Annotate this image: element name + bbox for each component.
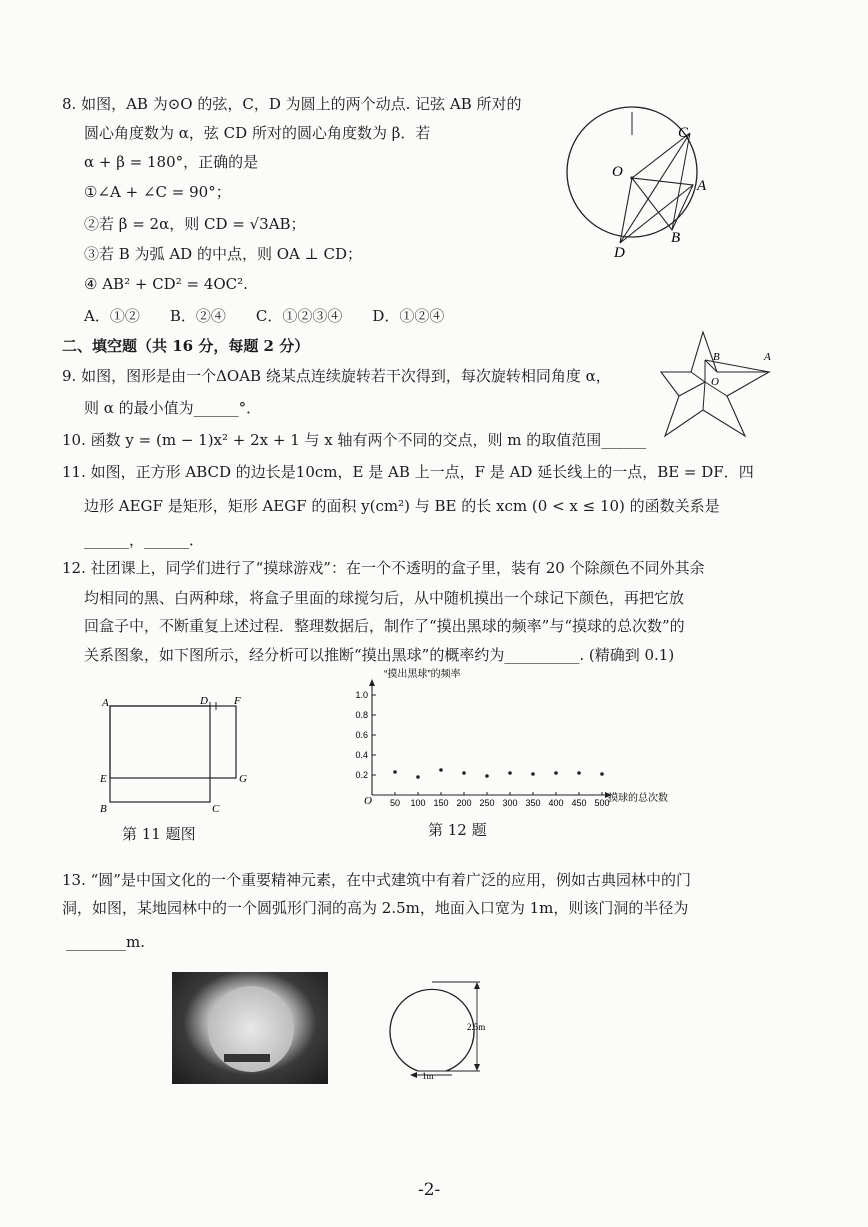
- q10-text: 10. 函数 y = (m − 1)x² + 2x + 1 与 x 轴有两个不同的交点，则 m 的取值范围______: [62, 431, 647, 449]
- q11-rectangle-figure: [98, 690, 258, 820]
- q9-line2: 则 α 的最小值为______°．: [84, 399, 262, 417]
- q12-line4: 关系图象，如下图所示，经分析可以推断“摸出黑球”的概率约为__________. (精确到 0.1): [84, 646, 675, 664]
- q8-label-B: B: [671, 230, 681, 246]
- q8-label-A: A: [697, 178, 707, 194]
- data-point: [508, 771, 512, 775]
- y-tick-label: 0.8: [355, 710, 368, 720]
- y-axis-arrow: [369, 679, 375, 686]
- y-tick-label: 1.0: [355, 690, 368, 700]
- q13-line2: 洞，如图，某地园林中的一个圆弧形门洞的高为 2.5m，地面入口宽为 1m，则该门洞的半径为: [62, 899, 689, 917]
- q8-line1: 8. 如图，AB 为⊙O 的弦，C，D 为圆上的两个动点. 记弦 AB 所对的: [62, 95, 522, 113]
- y-tick-label: 0.6: [355, 730, 368, 740]
- q13-line1: 13. “圆”是中国文化的一个重要精神元素，在中式建筑中有着广泛的应用，例如古典园林中的门: [62, 871, 691, 889]
- x-tick-label: 150: [433, 798, 449, 808]
- y-axis-label: “摸出黑球”的频率: [384, 669, 461, 680]
- data-point: [577, 771, 581, 775]
- q13-height-label: 2.5m: [467, 1022, 486, 1032]
- q11-line1: 11. 如图，正方形 ABCD 的边长是10cm，E 是 AB 上一点，F 是 AD 延长线上的一点，BE = DF．四: [62, 463, 754, 481]
- page-number: -2-: [418, 1180, 441, 1200]
- x-tick-label: 250: [479, 798, 495, 808]
- q8-option-1: ①∠A + ∠C = 90°；: [84, 183, 231, 201]
- data-point: [439, 768, 443, 772]
- data-point: [531, 772, 535, 776]
- q9-star-figure: [665, 330, 775, 438]
- moon-gate-photo: [172, 972, 328, 1084]
- section-heading: 二、填空题（共 16 分，每题 2 分）: [62, 337, 310, 355]
- q13-width-label: 1m: [422, 1071, 434, 1081]
- q8-option-4: ④ AB² + CD² = 4OC².: [84, 275, 248, 293]
- q8-label-D: D: [614, 245, 625, 261]
- x-tick-label: 500: [594, 798, 610, 808]
- x-tick-label: 350: [525, 798, 541, 808]
- data-point: [600, 772, 604, 776]
- x-tick-label: 400: [548, 798, 564, 808]
- x-axis-label: 摸球的总次数: [608, 793, 668, 804]
- q12-caption: 第 12 题: [428, 821, 487, 839]
- q8-choices: A．①② B．②④ C．①②③④ D．①②④: [84, 307, 445, 325]
- data-point: [485, 774, 489, 778]
- q8-circle-figure: [560, 95, 720, 265]
- y-tick-label: 0.2: [355, 770, 368, 780]
- q9-label-O: O: [711, 376, 719, 388]
- q11-caption: 第 11 题图: [122, 825, 196, 843]
- q13-line3: ________m.: [66, 933, 145, 951]
- x-tick-label: 200: [456, 798, 472, 808]
- data-point: [554, 771, 558, 775]
- data-point: [393, 770, 397, 774]
- q11-label-D: D: [200, 695, 208, 707]
- q8-line2: 圆心角度数为 α，弦 CD 所对的圆心角度数为 β．若: [84, 124, 431, 142]
- bench: [224, 1054, 270, 1062]
- q12-line1: 12. 社团课上，同学们进行了“摸球游戏”：在一个不透明的盒子里，装有 20 个除颜色不同外其余: [62, 559, 705, 577]
- x-tick-label: 100: [410, 798, 426, 808]
- q11-label-C: C: [212, 803, 220, 815]
- q11-line3: ______，______．: [84, 531, 205, 549]
- q9-label-A: A: [764, 351, 771, 363]
- x-tick-label: 300: [502, 798, 518, 808]
- x-tick-label: 50: [389, 798, 401, 808]
- q8-option-2: ②若 β = 2α，则 CD = √3AB；: [84, 215, 306, 233]
- q11-line2: 边形 AEGF 是矩形，矩形 AEGF 的面积 y(cm²) 与 BE 的长 xcm (0 < x ≤ 10) 的函数关系是: [84, 497, 720, 515]
- q11-label-B: B: [100, 803, 107, 815]
- q11-label-F: F: [234, 695, 241, 707]
- x-tick-label: 450: [571, 798, 587, 808]
- data-point: [462, 771, 466, 775]
- q8-option-3: ③若 B 为弧 AD 的中点，则 OA ⊥ CD；: [84, 245, 362, 263]
- q9-label-B: B: [713, 351, 720, 363]
- q8-line3: α + β = 180°，正确的是: [84, 153, 259, 171]
- q13-moon-gate-diagram: [380, 978, 500, 1088]
- q11-label-E: E: [100, 773, 107, 785]
- y-tick-label: 0.4: [355, 750, 368, 760]
- q8-label-C: C: [678, 125, 689, 141]
- q11-label-A: A: [102, 697, 109, 709]
- q11-label-G: G: [239, 773, 247, 785]
- q12-line2: 均相同的黑、白两种球，将盒子里面的球搅匀后，从中随机摸出一个球记下颜色，再把它放: [84, 589, 685, 607]
- q12-frequency-chart: [340, 665, 700, 815]
- q8-label-O: O: [612, 164, 623, 180]
- origin-label: O: [364, 795, 372, 807]
- data-point: [416, 775, 420, 779]
- q9-line1: 9. 如图，图形是由一个ΔOAB 绕某点连续旋转若干次得到，每次旋转相同角度 α，: [62, 367, 611, 385]
- q12-line3: 回盒子中，不断重复上述过程．整理数据后，制作了“摸出黑球的频率”与“摸球的总次数”的: [84, 617, 685, 635]
